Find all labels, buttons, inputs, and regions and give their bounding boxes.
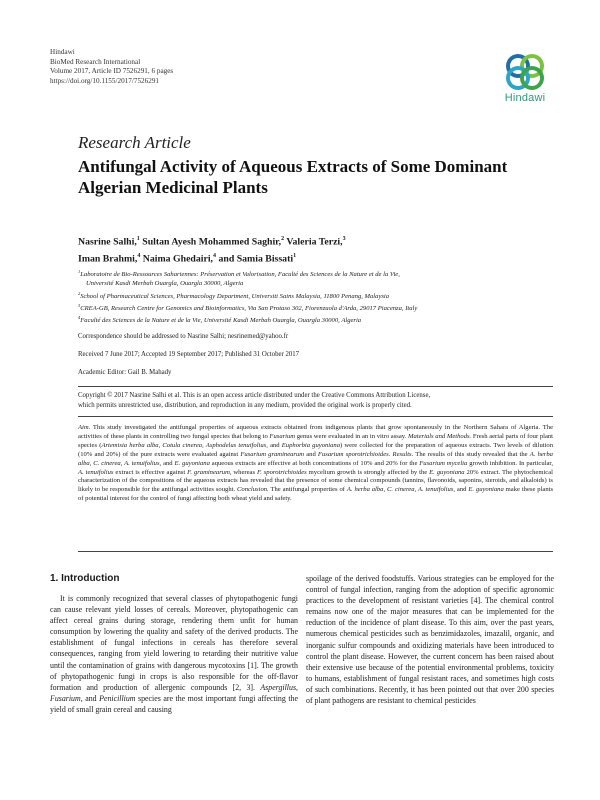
abstract: Aim. This study investigated the antifungal properties of aqueous extracts obtained from indigenous plants that grow spontaneously in the Northern Sahara of Algeria. The activities of these plants in controlling two fungal species that belong to Fusarium genus were evaluated in an in vitro assay. Materials and Methods. Fresh aerial parts of four plant species (Artemisia herba alba, Cotula cinerea, Asphodelus tenuifolius, and Euphorbia guyoniana) were collected for the preparation of aqueous extracts. Two levels of dilution (10% and 20%) of the pure extracts were evaluated against Fusarium graminearum and Fusarium sporotrichioides. Results. The results of this study revealed that the A. herba alba, C. cinerea, A. tenuifolius, and E. guyoniana aqueous extracts are effective at both concentrations of 10% and 20% for the Fusarium mycelia growth inhibition. In particular, A. tenuifolius extract is effective against F. graminearum, whereas F. sporotrichioides mycelium growth is strongly affected by the E. guyoniana 20% extract. The phytochemical characterization of the compositions of the aqueous extracts has revealed that the presence of some chemical compounds (tannins, flavonoids, saponins, steroids, and alkaloids) is likely to be responsible for the antifungal activities sought. Conclusion. The antifungal properties of A. herba alba, C. cinerea, A. tenuifolius, and E. guyoniana make these plants of potential interest for the control of fungi affecting both wheat yield and safety. — [78, 424, 554, 503]
author: Naima Ghedairi, — [142, 253, 214, 265]
affiliation-3: $^3$CREA-GB, Research Centre for Genomics and Bioinformatics, Via San Protaso 302, Fiorenzuola d'Arda, 29017 Piacenza, Italy — [78, 302, 418, 313]
publication-dates: Received 7 June 2017; Accepted 19 September 2017; Published 31 October 2017 — [78, 351, 300, 358]
hindawi-logo-icon — [502, 48, 548, 90]
section-heading: 1. Introduction — [50, 573, 120, 584]
divider — [78, 551, 553, 552]
author: and Samia Bissati — [218, 253, 294, 265]
article-title — [78, 157, 548, 198]
intro-right-column: spoilage of the derived foodstuffs. Various strategies can be employed for the control of fungal infection, ranging from the adoption of specific agronomic practices to the development of resistant varieties [4]. The chemical control remains now one of the major measures that can be implemented for the reduction of the incidence of plant disease. To this aim, over the past years, numerous chemical pesticides such as benzimidazoles, imazalil, organic, and inorganic sulfur compounds and oxidizing materials have been introduced to control the plant disease. However, the current concern has been raised about their extensive use because of the potential environmental problems, toxicity to humans, establishment of fungal resistant races, and sometimes high costs of such combinations. Recently, it has been pointed out that over 200 species of plant pathogens are resistant to chemical pesticides — [306, 574, 554, 706]
divider — [78, 386, 553, 387]
author-list: Nasrine Salhi,$^1$ Sultan Ayesh Mohammed Saghir,$^2$ Valeria Terzi,$^3$ Iman Brahmi,$^4$ Naima Ghedairi,$^4$ and Samia Bissati$^1$ — [78, 236, 346, 265]
volume-info: Volume 2017, Article ID 7526291, 6 pages — [50, 67, 174, 75]
intro-left-column: It is commonly recognized that several classes of phytopathogenic fungi can cause relevant yield losses of cereals. Moreover, phytopathogenic can affect cereal grains during storage, rendering them unfit for human consumption by lowering the quality and safety of the derived products. The establishment of fungal infections in cereals has therefore several consequences, ranging from yield lowering to retarding their nutritive value until the contamination of grains with dangerous mycotoxins [1]. The growth of phytopathogenic fungi in crops is also responsible for the off-flavor formation and production of allergenic compounds [2, 3]. Aspergillus, Fusarium, and Penicillium species are the most important fungi affecting the yield of small grain cereal and causing — [50, 594, 298, 714]
affiliation-2: $^2$School of Pharmaceutical Sciences, Pharmacology Department, Universiti Sains Malaysia, 11800 Penang, Malaysia — [78, 290, 390, 300]
affiliation-4: $^4$Faculté des Sciences de la Nature et de la Vie, Université Kasdi Merbah Ouargla, Ouargla 30000, Algeria — [78, 315, 362, 325]
divider — [78, 416, 553, 417]
affiliation-1-cont: Université Kasdi Merbah Ouargla, Ouargla 30000, Algeria — [86, 280, 244, 288]
copyright-notice: Copyright © 2017 Nasrine Salhi et al. This is an open access article distributed under the Creative Commons Attribution License, which permits unrestricted use, distribution, and reproduction in any medium, provided the original work is properly cited. — [78, 392, 431, 409]
publisher-name: Hindawi — [50, 48, 75, 56]
article-type: Research Article — [78, 133, 191, 152]
affiliations — [78, 267, 558, 326]
author: Valeria Terzi, — [286, 236, 343, 248]
title-line-1: Antifungal Activity of Aqueous Extracts of Some Dominant — [78, 157, 508, 176]
author: Nasrine Salhi, — [78, 236, 137, 248]
doi-link[interactable]: https://doi.org/10.1155/2017/7526291 — [50, 76, 160, 85]
author: Sultan Ayesh Mohammed Saghir, — [142, 236, 282, 248]
affiliation-1: $^1$Laboratoire de Bio-Ressources Sahariennes: Préservation et Valorisation, Faculté des Sciences de la Nature et de la Vie, — [78, 269, 400, 279]
title-line-2: Algerian Medicinal Plants — [78, 177, 268, 197]
journal-header — [50, 48, 173, 86]
academic-editor: Academic Editor: Gail B. Mahady — [78, 369, 172, 376]
hindawi-logo — [495, 48, 555, 104]
journal-name: BioMed Research International — [50, 57, 141, 66]
correspondence: Correspondence should be addressed to Nasrine Salhi; nesrinemed@yahoo.fr — [78, 333, 289, 340]
author: Iman Brahmi, — [78, 253, 138, 265]
logo-wordmark: Hindawi — [504, 92, 546, 104]
